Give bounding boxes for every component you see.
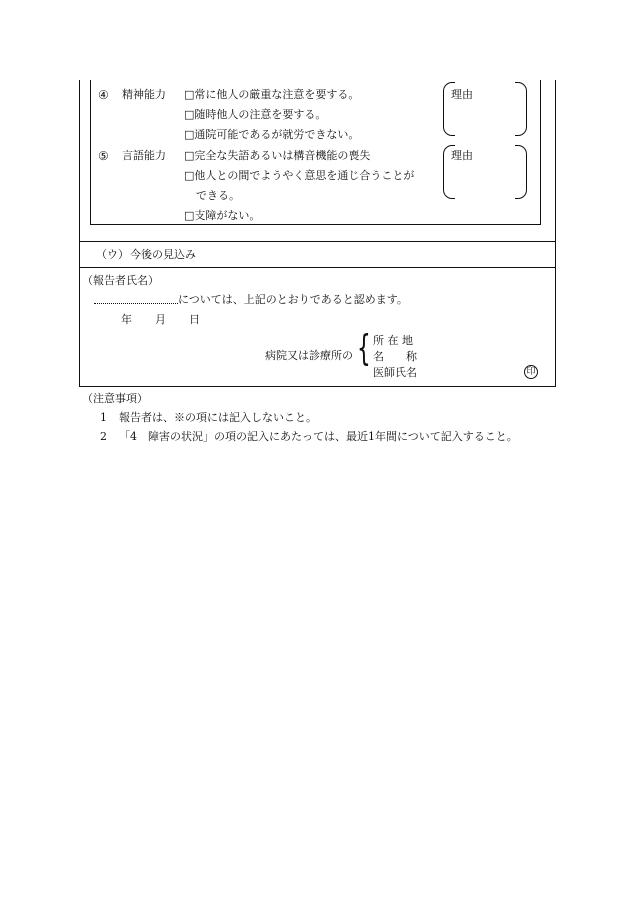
date-day: 日 — [189, 313, 200, 326]
row-number: ⑤ — [98, 149, 109, 163]
note-number: 1 — [100, 411, 107, 424]
facility-name-label: 名 称 — [373, 350, 417, 363]
inner-box-border-right — [540, 80, 541, 225]
date-year: 年 — [121, 313, 132, 326]
row-number: ④ — [98, 88, 109, 102]
doctor-name-label: 医師氏名 — [373, 366, 417, 379]
row-label: 言語能力 — [122, 149, 166, 162]
section-title: 今後の見込み — [130, 248, 196, 261]
note-text: 報告者は、※の項には記入しないこと。 — [119, 411, 317, 424]
inner-box-border-bottom — [90, 224, 541, 225]
checkbox-option[interactable]: □完全な失語あるいは構音機能の喪失 — [184, 149, 371, 162]
note-text: 「4 障害の状況」の項の記入にあたっては、最近1年間について記入すること。 — [119, 430, 518, 443]
note-number: 2 — [100, 430, 107, 443]
section-label: （ウ） — [96, 248, 129, 261]
facility-label: 病院又は診療所の — [265, 349, 353, 362]
date-month: 月 — [155, 313, 166, 326]
checkbox-option[interactable]: □通院可能であるが就労できない。 — [184, 128, 360, 141]
seal-mark: 印 — [524, 365, 538, 379]
reporter-header: （報告者氏名） — [82, 274, 159, 287]
checkbox-option[interactable]: □支障がない。 — [184, 209, 261, 222]
checkbox-option[interactable]: □随時他人の注意を要する。 — [184, 108, 327, 121]
facility-address-label: 所 在 地 — [373, 334, 413, 347]
option-continuation: できる。 — [196, 189, 240, 202]
form-outer-border-bottom — [79, 386, 556, 387]
reason-label: 理由 — [451, 149, 473, 162]
form-outer-border-right — [555, 80, 556, 387]
inner-box-border-left — [90, 80, 91, 225]
section-divider-top — [79, 241, 556, 242]
checkbox-option[interactable]: □常に他人の厳重な注意を要する。 — [184, 88, 360, 101]
checkbox-option[interactable]: □他人との間でようやく意思を通じ合うことが — [184, 169, 415, 182]
reason-label: 理由 — [451, 88, 473, 101]
section-divider-middle — [79, 267, 556, 268]
form-outer-border-left — [79, 80, 80, 387]
reporter-statement: については、上記のとおりであると認めます。 — [178, 293, 408, 306]
reporter-name-field[interactable] — [94, 303, 178, 304]
facility-brace: { — [357, 328, 371, 369]
notes-header: （注意事項） — [82, 392, 148, 405]
row-label: 精神能力 — [122, 88, 166, 101]
